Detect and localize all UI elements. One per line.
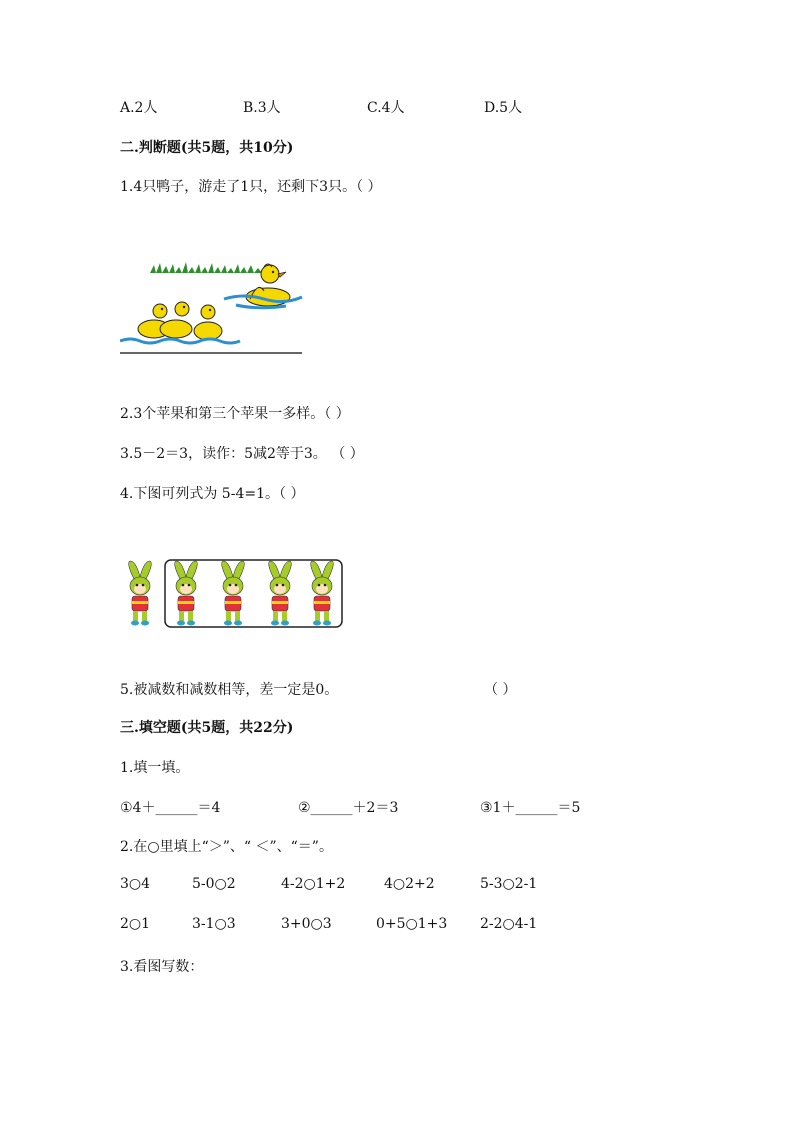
choice-d: D.5人 <box>484 100 523 116</box>
rabbit-icon <box>269 561 292 626</box>
answer-paren: （ ） <box>484 682 517 698</box>
question-3-2: 2.在○里填上“＞”、“ ＜”、“＝”。 <box>120 839 333 855</box>
compare-item: 0+5○1+3 <box>376 916 448 932</box>
rabbit-icon <box>175 561 198 626</box>
fill-item-1: ①4＋______＝4 <box>120 800 221 816</box>
choice-b: B.3人 <box>243 100 281 116</box>
compare-item: 4○2+2 <box>384 876 435 892</box>
fill-item-2: ②______＋2＝3 <box>298 800 399 816</box>
rabbit-icon <box>129 561 152 626</box>
rabbit-icon <box>311 561 334 626</box>
compare-item: 3+0○3 <box>281 916 332 932</box>
compare-item: 2○1 <box>120 916 151 932</box>
rabbits-picture <box>120 557 346 631</box>
compare-item: 3-1○3 <box>192 916 236 932</box>
question-2-1: 1.4只鸭子，游走了1只，还剩下3只。（ ） <box>120 179 382 195</box>
question-2-4: 4.下图可列式为 5-4=1。（ ） <box>120 486 305 502</box>
question-2-3: 3.5－2＝3，读作：5减2等于3。 （ ） <box>120 446 364 462</box>
choice-a: A.2人 <box>120 100 158 116</box>
question-2-5: 5.被减数和减数相等，差一定是0。 <box>120 682 339 698</box>
question-3-1: 1.填一填。 <box>120 760 190 776</box>
compare-item: 4-2○1+2 <box>281 876 346 892</box>
compare-item: 5-3○2-1 <box>480 876 538 892</box>
compare-item: 5-0○2 <box>192 876 236 892</box>
choice-c: C.4人 <box>367 100 405 116</box>
fill-item-3: ③1＋______＝5 <box>480 800 581 816</box>
rabbit-icon <box>222 561 245 626</box>
question-3-3: 3.看图写数： <box>120 959 204 975</box>
compare-item: 3○4 <box>120 876 151 892</box>
compare-item: 2-2○4-1 <box>480 916 538 932</box>
section-heading-fill: 三.填空题(共5题，共22分) <box>120 720 294 736</box>
ducks-picture <box>120 249 330 361</box>
question-2-2: 2.3个苹果和第三个苹果一多样。（ ） <box>120 406 350 422</box>
section-heading-judgement: 二.判断题(共5题，共10分) <box>120 140 294 156</box>
